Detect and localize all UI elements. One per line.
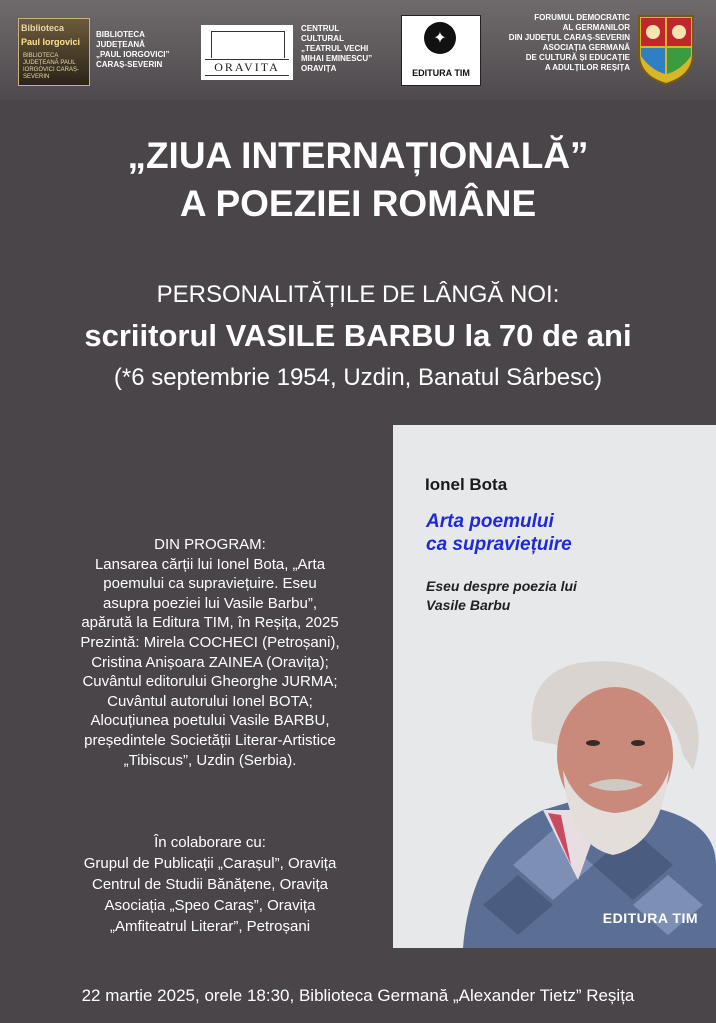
biblioteca-logo-small: BIBLIOTECA JUDEȚEANĂ PAUL IORGOVICI CARAȘ-SEVERIN [23, 53, 80, 80]
forum-text-line: A ADULȚILOR REȘIȚA [544, 63, 630, 72]
subtitle-personalities: PERSONALITĂȚILE DE LÂNGĂ NOI: [156, 281, 560, 308]
forum-text-line: DIN JUDEȚUL CARAȘ-SEVERIN [508, 33, 630, 42]
subtitle-writer: scriitorul VASILE BARBU la 70 de ani [84, 318, 632, 353]
forum-text-line: ASOCIAȚIA GERMANĂ [542, 43, 630, 52]
forum-text-line: FORUMUL DEMOCRATIC [534, 13, 630, 22]
program-line: Lansarea cărții lui Ionel Bota, „Arta [94, 555, 326, 573]
program-heading: DIN PROGRAM: [154, 536, 266, 553]
collab-line: Centrul de Studii Bănățene, Oravița [92, 876, 328, 893]
biblioteca-logo [18, 18, 90, 86]
oravita-text-line: MIHAI EMINESCU” [301, 54, 373, 63]
collab-line: Grupul de Publicații „Carașul”, Oravița [83, 855, 337, 872]
program-line: Cuvântul autorului Ionel BOTA; [107, 692, 313, 710]
book-subtitle-line2: Vasile Barbu [426, 597, 511, 613]
subtitle-birth: (*6 septembrie 1954, Uzdin, Banatul Sârbesc) [113, 364, 603, 391]
coat-of-arms-icon [637, 14, 695, 86]
editura-tim-logo [401, 15, 481, 86]
oravita-text-line: ORAVIȚA [301, 64, 337, 73]
book-publisher: EDITURA TIM [602, 910, 698, 926]
editura-emblem-icon: ✦ [424, 22, 456, 54]
oravita-logo-name: ORAVITA [205, 59, 289, 76]
biblioteca-text-line: CARAȘ-SEVERIN [96, 60, 163, 69]
collaboration-section [30, 832, 390, 937]
oravita-text-line: CULTURAL [301, 34, 344, 43]
program-line: Cuvântul editorului Gheorghe JURMA; [82, 673, 338, 691]
program-line: „Tibiscus”, Uzdin (Serbia). [123, 751, 297, 769]
biblioteca-text-line: BIBLIOTECA [96, 30, 145, 39]
event-date-location: 22 martie 2025, orele 18:30, Biblioteca Germană „Alexander Tietz” Reșița [81, 986, 635, 1005]
book-author: Ionel Bota [425, 475, 508, 494]
book-subtitle-line1: Eseu despre poezia lui [426, 578, 577, 594]
author-portrait [393, 425, 716, 948]
book-cover [393, 425, 716, 948]
program-line: apărută la Editura TIM, în Reșița, 2025 [81, 614, 339, 632]
program-section [30, 535, 390, 770]
biblioteca-text [96, 30, 170, 70]
book-title [426, 510, 572, 556]
forum-text-line: AL GERMANILOR [562, 23, 630, 32]
editura-logo-name: EDITURA TIM [412, 68, 470, 78]
biblioteca-text-line: „PAUL IORGOVICI” [96, 50, 170, 59]
main-title-line1: „ZIUA INTERNAȚIONALĂ” [127, 135, 589, 176]
book-subtitle [426, 577, 577, 615]
forum-text-line: DE CULTURĂ ȘI EDUCAȚIE [525, 53, 630, 62]
oravita-text [301, 24, 372, 74]
collab-heading: În colaborare cu: [154, 834, 266, 851]
book-title-line1: Arta poemului [426, 511, 554, 532]
oravita-logo [201, 25, 293, 80]
collab-line: Asociația „Speo Caraș”, Oravița [104, 897, 316, 914]
program-line: Cristina Anișoara ZAINEA (Oravița); [91, 653, 329, 671]
theatre-arch-icon [211, 31, 285, 58]
collab-line: „Amfiteatrul Literar”, Petroșani [109, 918, 311, 935]
oravita-text-line: „TEATRUL VECHI [301, 44, 369, 53]
biblioteca-logo-line1: Biblioteca [21, 23, 65, 33]
forum-text [500, 13, 630, 73]
book-title-line2: ca supraviețuire [426, 534, 572, 555]
program-line: președintele Societății Literar-Artistice [84, 731, 336, 749]
biblioteca-text-line: JUDEȚEANĂ [96, 40, 145, 49]
program-line: Prezintă: Mirela COCHECI (Petroșani), [80, 633, 340, 651]
sponsor-header [0, 0, 716, 100]
program-line: asupra poeziei lui Vasile Barbu”, [102, 594, 317, 612]
main-title-line2: A POEZIEI ROMÂNE [179, 183, 537, 224]
program-line: poemului ca supraviețuire. Eseu [103, 575, 317, 593]
program-line: Alocuțiunea poetului Vasile BARBU, [90, 712, 330, 730]
oravita-text-line: CENTRUL [301, 24, 340, 33]
main-title [0, 132, 716, 228]
biblioteca-logo-line2: Paul Iorgovici [21, 37, 81, 47]
